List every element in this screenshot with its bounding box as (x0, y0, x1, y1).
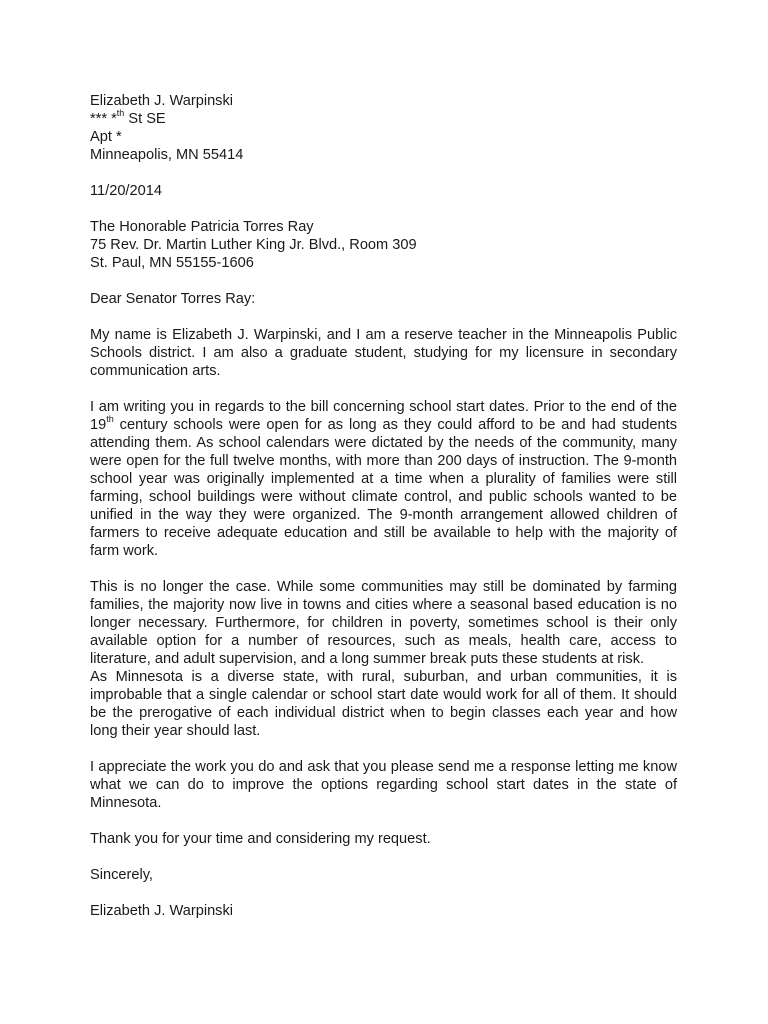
body-paragraph-1: My name is Elizabeth J. Warpinski, and I am a reserve teacher in the Minneapolis Public Schools district. I am also a graduate student, studying for my licensure in secondary communication arts. (90, 327, 677, 379)
body-paragraph-3: This is no longer the case. While some communities may still be dominated by farming families, the majority now live in towns and cities where a seasonal based education is no longer necessary. Furthermore, for children in poverty, sometimes school is their only available option for a number of resources, such as meals, health care, access to literature, and adult supervision, and a long summer break puts these students at risk. (90, 579, 677, 667)
letter-page (90, 92, 677, 938)
body-paragraph-4: As Minnesota is a diverse state, with rural, suburban, and urban communities, it is improbable that a single calendar or school start date would work for all of them. It should be the prerogative of each individual district when to begin classes each year and how long their year should last. (90, 669, 677, 739)
recipient-address-line1: 75 Rev. Dr. Martin Luther King Jr. Blvd., Room 309 (90, 237, 417, 253)
sender-city: Minneapolis, MN 55414 (90, 147, 244, 163)
recipient-address-line2: St. Paul, MN 55155-1606 (90, 255, 254, 271)
date-text: 11/20/2014 (90, 183, 162, 199)
body-paragraph-2-rest: century schools were open for as long as they could afford to be and had students attending them. As school calendars were dictated by the needs of the community, many were open for the full twelve months, with more than 200 days of instruction. The 9-month school year was originally implemented at a time when a plurality of families were still farming, school buildings were without climate control, and public schools wanted to be unified in the way they were organized. The 9-month arrangement allowed children of farmers to receive adequate education and still be available to help with the majority of farm work. (90, 417, 677, 559)
signature (90, 902, 677, 920)
body-paragraph-2-start: I am writing you in regards to the bill concerning school start dates. Prior to the end of the 19 (90, 399, 677, 433)
salutation (90, 290, 677, 308)
recipient-name: The Honorable Patricia Torres Ray (90, 219, 314, 235)
body-paragraph-5: I appreciate the work you do and ask that you please send me a response letting me know what we can do to improve the options regarding school start dates in the state of Minnesota. (90, 759, 677, 811)
body-paragraph-2 (90, 398, 677, 560)
sender-street-superscript: th (116, 108, 125, 119)
sender-street-prefix: *** * (90, 111, 117, 127)
signature-name: Elizabeth J. Warpinski (90, 903, 234, 919)
closing (90, 866, 677, 884)
sender-apt: Apt * (90, 129, 122, 145)
sender-address (90, 92, 677, 164)
recipient-address (90, 218, 677, 272)
body-paragraph-6: Thank you for your time and considering my request. (90, 831, 431, 847)
sender-street-suffix: St SE (124, 111, 166, 127)
body-paragraph-2-superscript: th (106, 414, 114, 425)
sender-name: Elizabeth J. Warpinski (90, 93, 234, 109)
salutation-text: Dear Senator Torres Ray: (90, 291, 256, 307)
letter-date (90, 182, 677, 200)
closing-text: Sincerely, (90, 867, 153, 883)
sender-street (90, 110, 677, 128)
